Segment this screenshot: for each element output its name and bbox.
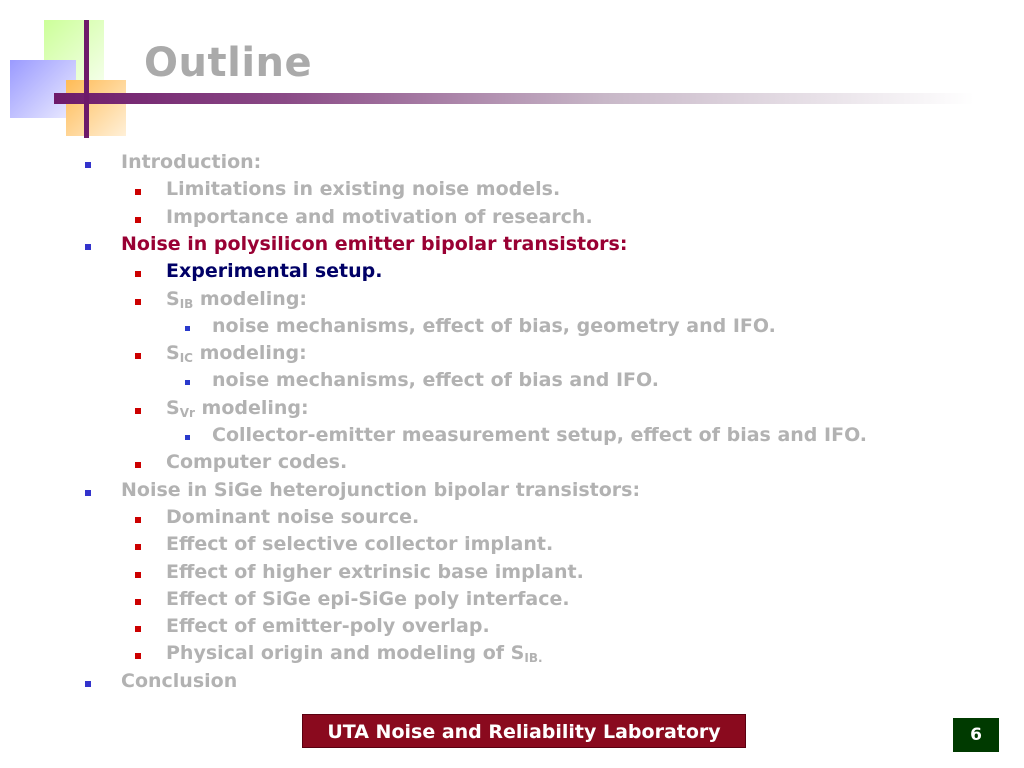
outline-item-text: Conclusion [121,669,238,692]
outline-item-text-main: Physical origin and modeling of S [166,642,525,665]
outline-item-text: Experimental setup. [166,260,383,283]
outline-item-text: Effect of SiGe epi-SiGe poly interface. [166,587,570,610]
bullet-square-icon [85,162,91,168]
slide-number: 6 [953,718,999,752]
decorative-orange-square [66,80,126,136]
bullet-square-icon [135,599,141,605]
outline-item-subscript: IC [179,351,193,366]
bullet-square-icon [135,462,141,468]
title-underline-bar [54,93,974,104]
outline-item-text: Computer codes. [166,451,348,474]
bullet-square-icon [135,517,141,523]
outline-item-text: Noise in SiGe heterojunction bipolar transistors: [121,478,641,501]
outline-item-subscript: IB [179,296,194,311]
outline-item-text: noise mechanisms, effect of bias and IFO. [212,369,659,392]
bullet-square-icon [135,408,141,414]
bullet-square-icon [135,544,141,550]
outline-item-text: Limitations in existing noise models. [166,178,561,201]
bullet-square-icon [135,653,141,659]
outline-item-text: Dominant noise source. [166,505,420,528]
bullet-square-icon [135,353,141,359]
outline-item-subscript: Vr [179,405,195,420]
decorative-vertical-line [84,20,89,138]
outline-item-text: Effect of selective collector implant. [166,533,554,556]
outline-item-text: noise mechanisms, effect of bias, geometry and IFO. [212,314,776,337]
bullet-square-icon [85,490,91,496]
bullet-square-icon [85,681,91,687]
outline-item-text-main: S [166,342,180,365]
bullet-square-icon [135,189,141,195]
bullet-square-icon [135,572,141,578]
outline-item-text-main: S [166,287,180,310]
outline-item-subscript: IB. [524,651,543,666]
footer-lab-name: UTA Noise and Reliability Laboratory [302,714,746,748]
bullet-square-icon [185,380,190,385]
outline-item-text [166,642,543,665]
bullet-square-icon [135,626,141,632]
outline-item-text: Effect of emitter-poly overlap. [166,615,490,638]
outline-item-text: Importance and motivation of research. [166,205,593,228]
bullet-square-icon [85,244,91,250]
bullet-square-icon [185,435,190,440]
outline-item-text-main: S [166,396,180,419]
bullet-square-icon [135,299,141,305]
outline-item-text-suffix: modeling: [194,396,309,419]
bullet-square-icon [135,217,141,223]
outline-item-text [166,288,307,311]
outline-item-text-suffix: modeling: [192,342,307,365]
outline-item-text: Effect of higher extrinsic base implant. [166,560,584,583]
outline-item-text-suffix: modeling: [193,287,308,310]
outline-item-text [166,342,307,365]
bullet-square-icon [185,326,190,331]
bullet-square-icon [135,271,141,277]
outline-item-text: Collector-emitter measurement setup, effect of bias and IFO. [212,424,868,446]
outline-item-text: Noise in polysilicon emitter bipolar transistors: [121,232,628,255]
slide-title: Outline [144,40,313,86]
outline-item-text: Introduction: [121,151,262,173]
outline-item-text [166,397,309,420]
